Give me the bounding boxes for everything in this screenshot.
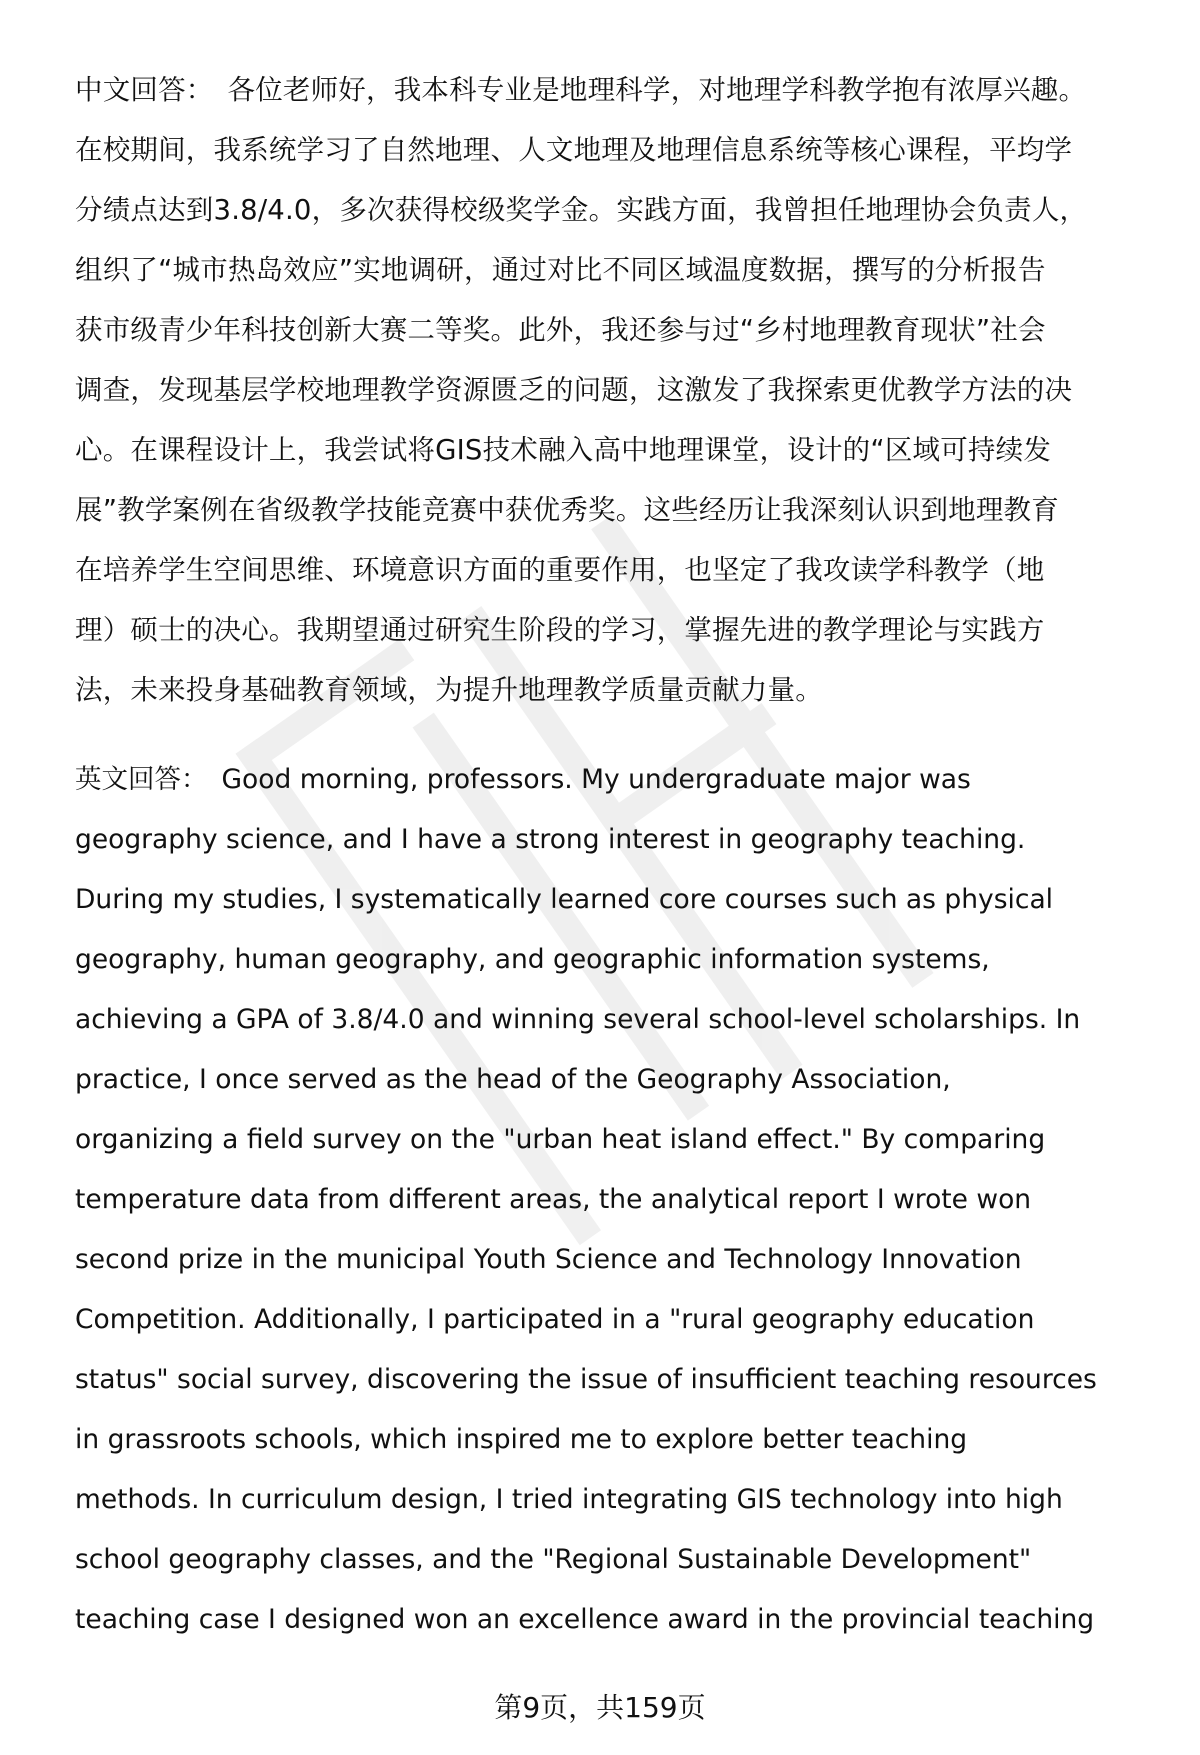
english-answer-line: During my studies, I systematically learned core courses such as physical bbox=[75, 884, 1054, 915]
english-answer-line: school geography classes, and the "Regional Sustainable Development" bbox=[75, 1544, 1032, 1575]
page-indicator: 第9页，共159页 bbox=[494, 1691, 706, 1724]
chinese-answer-line: 心。在课程设计上，我尝试将GIS技术融入高中地理课堂，设计的“区域可持续发 bbox=[75, 434, 1052, 466]
chinese-answer-paragraph bbox=[75, 60, 1155, 720]
english-answer-line: in grassroots schools, which inspired me to explore better teaching bbox=[75, 1424, 968, 1455]
chinese-answer-line: 在校期间，我系统学习了自然地理、人文地理及地理信息系统等核心课程，平均学 bbox=[75, 134, 1073, 166]
chinese-answer-line: 法，未来投身基础教育领域，为提升地理教学质量贡献力量。 bbox=[75, 674, 823, 706]
chinese-answer-line: 获市级青少年科技创新大赛二等奖。此外，我还参与过“乡村地理教育现状”社会 bbox=[75, 314, 1046, 346]
document-body bbox=[75, 60, 1155, 1650]
english-answer-line: second prize in the municipal Youth Science and Technology Innovation bbox=[75, 1244, 1022, 1275]
english-answer-line: organizing a field survey on the "urban heat island effect." By comparing bbox=[75, 1124, 1046, 1155]
chinese-answer-line: 分绩点达到3.8/4.0，多次获得校级奖学金。实践方面，我曾担任地理协会负责人， bbox=[75, 194, 1088, 226]
chinese-answer-text: 各位老师好，我本科专业是地理科学，对地理学科教学抱有浓厚兴趣。 bbox=[227, 74, 1087, 106]
chinese-answer-label: 中文回答： bbox=[75, 74, 214, 106]
english-answer-label: 英文回答： bbox=[75, 764, 208, 795]
english-answer-line: status" social survey, discovering the issue of insufficient teaching resources bbox=[75, 1364, 1097, 1395]
chinese-answer-line: 展”教学案例在省级教学技能竞赛中获优秀奖。这些经历让我深刻认识到地理教育 bbox=[75, 494, 1059, 526]
chinese-answer-line: 调查，发现基层学校地理教学资源匮乏的问题，这激发了我探索更优教学方法的决 bbox=[75, 374, 1073, 406]
english-answer-line: geography science, and I have a strong interest in geography teaching. bbox=[75, 824, 1026, 855]
chinese-answer-line bbox=[75, 60, 1155, 120]
english-answer-line: teaching case I designed won an excellence award in the provincial teaching bbox=[75, 1604, 1095, 1635]
english-answer-line: achieving a GPA of 3.8/4.0 and winning several school-level scholarships. In bbox=[75, 1004, 1081, 1035]
chinese-answer-line: 理）硕士的决心。我期望通过研究生阶段的学习，掌握先进的教学理论与实践方 bbox=[75, 614, 1045, 646]
english-answer-line: temperature data from different areas, the analytical report I wrote won bbox=[75, 1184, 1032, 1215]
english-answer-line: geography, human geography, and geographic information systems, bbox=[75, 944, 990, 975]
english-answer-line bbox=[75, 750, 1155, 810]
english-answer-line: methods. In curriculum design, I tried integrating GIS technology into high bbox=[75, 1484, 1063, 1515]
english-answer-text: Good morning, professors. My undergraduate major was bbox=[221, 764, 971, 795]
chinese-answer-line: 在培养学生空间思维、环境意识方面的重要作用，也坚定了我攻读学科教学（地 bbox=[75, 554, 1045, 586]
english-answer-line: practice, I once served as the head of the Geography Association, bbox=[75, 1064, 951, 1095]
english-answer-paragraph bbox=[75, 750, 1155, 1650]
english-answer-line: Competition. Additionally, I participated in a "rural geography education bbox=[75, 1304, 1035, 1335]
chinese-answer-line: 组织了“城市热岛效应”实地调研，通过对比不同区域温度数据，撰写的分析报告 bbox=[75, 254, 1046, 286]
